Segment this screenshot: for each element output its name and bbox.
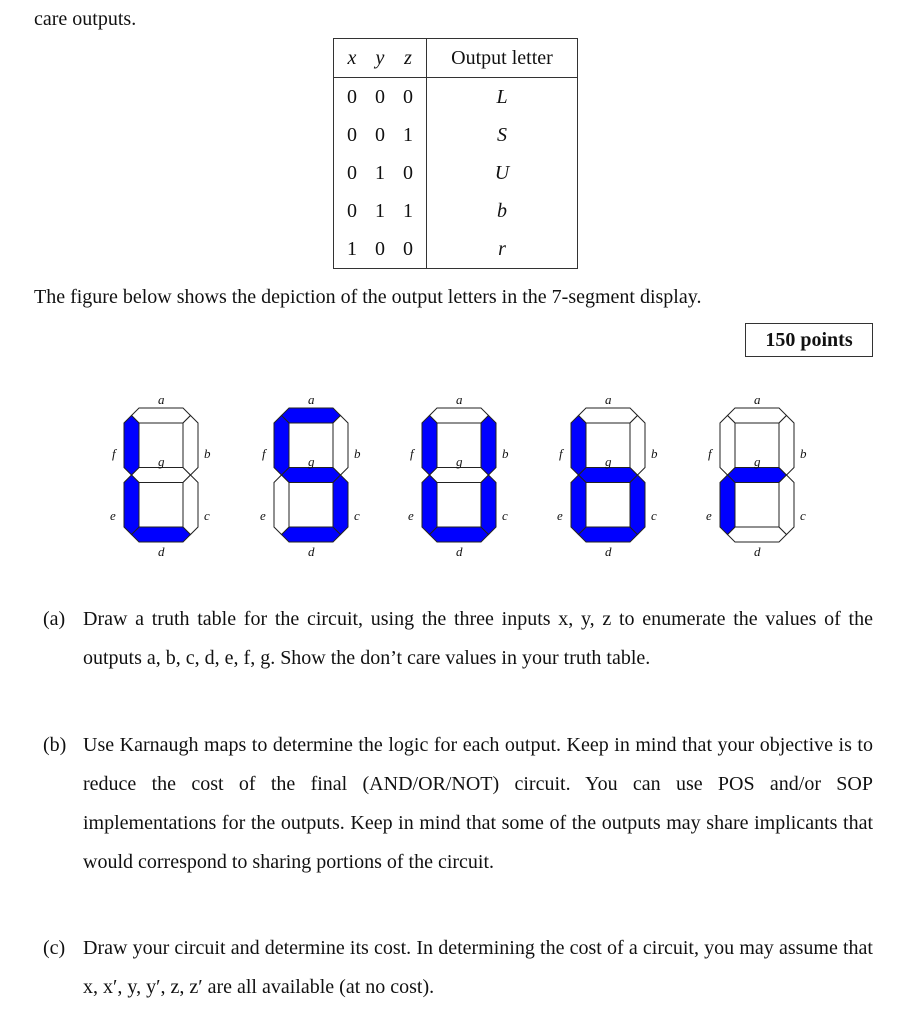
header-z: z: [404, 46, 412, 69]
input-value: 0: [403, 237, 413, 260]
input-value: 0: [347, 199, 357, 222]
question-b: [43, 726, 873, 921]
question-tag: (a): [43, 608, 66, 630]
header-x: x: [347, 46, 357, 69]
segment-label-a: a: [605, 392, 612, 407]
segment-label-e: e: [110, 508, 116, 523]
table-header-row: [334, 39, 578, 78]
seven-segment-display-L: [101, 392, 221, 564]
segment-label-e: e: [408, 508, 414, 523]
segment-label-d: d: [308, 544, 315, 559]
inputs-cell: [334, 116, 427, 154]
segment-f-on: [422, 416, 437, 476]
inputs-cell: [334, 154, 427, 192]
segment-label-b: b: [204, 446, 211, 461]
segment-e-on: [422, 475, 437, 535]
segment-d-on: [430, 527, 489, 542]
segment-d-off: [728, 527, 787, 542]
segment-label-g: g: [456, 454, 463, 469]
segment-label-g: g: [605, 454, 612, 469]
segment-label-g: g: [308, 454, 315, 469]
segment-label-b: b: [502, 446, 509, 461]
output-letter-table: [333, 38, 578, 269]
segment-label-g: g: [754, 454, 761, 469]
input-value: 1: [347, 237, 357, 260]
segment-d-on: [282, 527, 341, 542]
segment-b-off: [630, 416, 645, 476]
question-tag: (c): [43, 937, 66, 959]
segment-label-c: c: [354, 508, 360, 523]
table-row: [334, 154, 578, 192]
segment-c-off: [779, 475, 794, 535]
segment-d-on: [579, 527, 638, 542]
question-text: Draw your circuit and determine its cost. In determining the cost of a circuit, you may assume that x, x′, y, y′, z, z′ are all available (at no cost).: [83, 937, 873, 998]
inputs-cell: [334, 230, 427, 269]
segment-e-on: [571, 475, 586, 535]
inputs-cell: [334, 192, 427, 230]
segment-label-f: f: [708, 446, 712, 461]
segment-label-d: d: [456, 544, 463, 559]
input-value: 1: [375, 161, 385, 184]
table-row: [334, 116, 578, 154]
input-value: 0: [403, 85, 413, 108]
input-value: 0: [347, 85, 357, 108]
segment-f-off: [720, 416, 735, 476]
segment-a-off: [579, 408, 638, 423]
segment-label-g: g: [158, 454, 165, 469]
segment-b-off: [333, 416, 348, 476]
input-value: 1: [403, 123, 413, 146]
segment-label-d: d: [605, 544, 612, 559]
question-text: Use Karnaugh maps to determine the logic for each output. Keep in mind that your objective is to reduce the cost of the final (AND/OR/NOT) circuit. You can use POS and/or SOP implementations for the outputs. Keep in mind that some of the outputs may share implicants that would correspond to sharing portions of the circuit.: [83, 734, 873, 873]
inputs-header: [334, 39, 427, 78]
segment-a-off: [430, 408, 489, 423]
segment-f-on: [124, 416, 139, 476]
letter-cell: r: [498, 237, 506, 260]
input-value: 0: [375, 123, 385, 146]
output-header: Output letter: [427, 39, 578, 78]
input-value: 1: [403, 199, 413, 222]
segment-c-on: [481, 475, 496, 535]
segment-label-c: c: [502, 508, 508, 523]
segment-label-a: a: [456, 392, 463, 407]
points-badge: 150 points: [745, 323, 873, 357]
segment-label-c: c: [651, 508, 657, 523]
segment-label-a: a: [754, 392, 761, 407]
segment-a-off: [132, 408, 191, 423]
segment-label-a: a: [158, 392, 165, 407]
segment-a-off: [728, 408, 787, 423]
segment-b-on: [481, 416, 496, 476]
segment-label-f: f: [112, 446, 116, 461]
header-y: y: [375, 46, 385, 69]
inputs-cell: [334, 78, 427, 117]
segment-label-c: c: [204, 508, 210, 523]
input-value: 0: [403, 161, 413, 184]
segment-d-on: [132, 527, 191, 542]
segment-f-on: [571, 416, 586, 476]
intro-tail-text: care outputs.: [34, 8, 137, 30]
letter-cell: U: [494, 161, 510, 184]
table-row: [334, 230, 578, 269]
question-a: [43, 600, 873, 717]
table-row: [334, 192, 578, 230]
question-text: Draw a truth table for the circuit, using the three inputs x, y, z to enumerate the values of the outputs a, b, c, d, e, f, g. Show the don’t care values in your truth table.: [83, 608, 873, 669]
segment-label-c: c: [800, 508, 806, 523]
letter-cell: L: [496, 85, 508, 108]
segment-label-f: f: [559, 446, 563, 461]
input-value: 0: [347, 123, 357, 146]
input-value: 0: [375, 237, 385, 260]
segment-e-on: [124, 475, 139, 535]
segment-a-on: [282, 408, 341, 423]
segment-c-off: [183, 475, 198, 535]
segment-c-on: [630, 475, 645, 535]
segment-label-f: f: [410, 446, 414, 461]
segment-label-f: f: [262, 446, 266, 461]
segment-b-off: [183, 416, 198, 476]
letter-cell: b: [497, 199, 507, 222]
seven-segment-display-r: [697, 392, 817, 564]
segment-c-on: [333, 475, 348, 535]
seven-segment-display-U: [399, 392, 519, 564]
question-c: [43, 929, 873, 1007]
input-value: 0: [347, 161, 357, 184]
letter-cell: S: [497, 123, 507, 146]
segment-label-d: d: [158, 544, 165, 559]
segment-label-d: d: [754, 544, 761, 559]
seven-segment-display-S: [251, 392, 371, 564]
segment-label-e: e: [706, 508, 712, 523]
segment-label-a: a: [308, 392, 315, 407]
segment-label-b: b: [354, 446, 361, 461]
segment-f-on: [274, 416, 289, 476]
segment-label-e: e: [557, 508, 563, 523]
segment-e-off: [274, 475, 289, 535]
seven-segment-display-b: [548, 392, 668, 564]
segment-b-off: [779, 416, 794, 476]
input-value: 1: [375, 199, 385, 222]
segment-label-e: e: [260, 508, 266, 523]
figure-caption: The figure below shows the depiction of the output letters in the 7-segment display.: [34, 286, 702, 308]
input-value: 0: [375, 85, 385, 108]
segment-e-on: [720, 475, 735, 535]
table-row: [334, 78, 578, 117]
segment-label-b: b: [651, 446, 658, 461]
segment-label-b: b: [800, 446, 807, 461]
question-tag: (b): [43, 734, 67, 756]
